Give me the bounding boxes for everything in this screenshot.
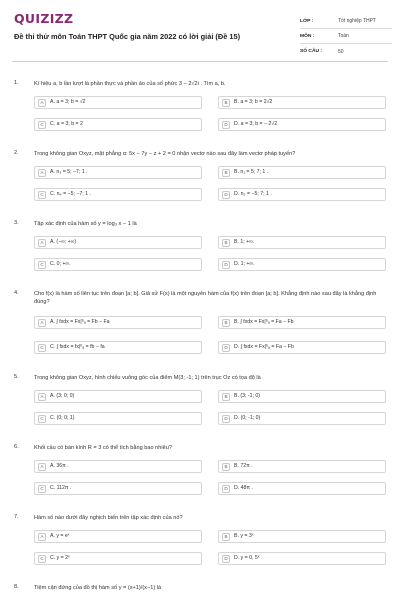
option-c[interactable] — [34, 341, 202, 354]
option-a[interactable] — [34, 530, 202, 543]
option-c[interactable] — [34, 482, 202, 495]
option-a[interactable] — [34, 316, 202, 329]
option-text: B. (3; -1; 0) — [234, 393, 260, 399]
option-text: D. ∫ fxdx = Fx|ᵇₐ = Fa − Fb — [234, 344, 294, 350]
option-c[interactable] — [34, 412, 202, 425]
option-text: D. 1; +∞. — [234, 261, 255, 267]
option-letter: A — [38, 239, 46, 247]
document-title: Đề thi thử môn Toán THPT Quốc gia năm 2022 có lời giải (Đề 15) — [14, 32, 241, 41]
option-text: B. y = 3ˣ — [234, 533, 254, 539]
option-a[interactable] — [34, 460, 202, 473]
option-letter: D — [222, 555, 230, 563]
option-text: D. y = 0, 5ˣ — [234, 555, 260, 561]
option-letter: B — [222, 169, 230, 177]
option-letter: A — [38, 533, 46, 541]
question-text: Hàm số nào dưới đây nghịch biến trên tập xác định của nó? — [34, 515, 183, 521]
option-text: B. 72π . — [234, 463, 253, 469]
meta-row-count — [300, 44, 392, 59]
option-letter: B — [222, 393, 230, 401]
option-letter: B — [222, 533, 230, 541]
option-a[interactable] — [34, 96, 202, 109]
option-text: A. a = 3; b = √2 — [50, 99, 86, 105]
quizizz-logo: QUIZIZZ — [14, 11, 74, 26]
question-number: 3. — [14, 220, 19, 226]
question-text: Tiệm cận đứng của đồ thị hàm số y = (x+1)/(x−1) là — [34, 585, 162, 591]
option-text: A. (−∞; +∞) — [50, 239, 77, 245]
question-number: 7. — [14, 514, 19, 520]
option-letter: D — [222, 485, 230, 493]
question-number: 4. — [14, 290, 19, 296]
question-text: Trong không gian Oxyz, hình chiếu vuông góc của điểm M(3; -1; 1) trên trục Oz có tọa độ là — [34, 375, 261, 381]
option-letter: D — [222, 344, 230, 352]
meta-value: 50 — [338, 48, 344, 55]
option-a[interactable] — [34, 236, 202, 249]
option-text: C. n₄ = −5; −7; 1 . — [50, 191, 91, 197]
option-d[interactable] — [218, 552, 386, 565]
page-header — [0, 0, 400, 62]
option-letter: A — [38, 463, 46, 471]
meta-row-subject — [300, 29, 392, 44]
option-b[interactable] — [218, 390, 386, 403]
option-d[interactable] — [218, 482, 386, 495]
option-text: D. a = 3; b = − 2√2 — [234, 121, 278, 127]
meta-table — [300, 14, 392, 59]
option-b[interactable] — [218, 460, 386, 473]
option-c[interactable] — [34, 552, 202, 565]
meta-value: Tốt nghiệp THPT — [338, 18, 376, 24]
option-b[interactable] — [218, 236, 386, 249]
option-d[interactable] — [218, 118, 386, 131]
option-c[interactable] — [34, 188, 202, 201]
option-text: A. (3; 0; 0) — [50, 393, 75, 399]
option-letter: B — [222, 463, 230, 471]
meta-label: LỚP : — [300, 18, 314, 24]
question-text: Khối cầu có bán kính R = 3 có thể tích bằng bao nhiêu? — [34, 445, 172, 451]
option-b[interactable] — [218, 96, 386, 109]
option-text: B. ∫ fxdx = Fx|ᵇₐ = Fa − Fb — [234, 319, 294, 325]
option-text: A. 36π . — [50, 463, 69, 469]
meta-label: SỐ CÂU : — [300, 49, 323, 54]
question-text: Trong không gian Oxyz, mặt phẳng α: 5x − 7y − z + 2 = 0 nhận vectơ nào sau đây làm vectơ pháp tuyến? — [34, 151, 296, 157]
option-letter: B — [222, 319, 230, 327]
option-c[interactable] — [34, 118, 202, 131]
option-text: A. ∫ fxdx = Fx|ᵇₐ = Fb − Fa — [50, 319, 110, 325]
question-number: 2. — [14, 150, 19, 156]
option-letter: A — [38, 319, 46, 327]
option-letter: C — [38, 121, 46, 129]
question-number: 6. — [14, 444, 19, 450]
option-text: B. 1; +∞. — [234, 239, 255, 245]
option-a[interactable] — [34, 166, 202, 179]
option-text: B. n₁ = 5; 7; 1 . — [234, 169, 269, 175]
option-text: A. y = eˣ — [50, 533, 70, 539]
question-text: Tập xác định của hàm số y = log₃ x − 1 là — [34, 221, 137, 227]
question-text: Kí hiệu a, b lần lượt là phần thực và phần ảo của số phức 3 − 2√2i . Tìm a, b. — [34, 81, 226, 87]
question-text: Cho f(x) là hàm số liên tục trên đoạn [a; b]. Giả sử F(x) là một nguyên hàm của f(x) trên đoạn [a; b]. Khẳng định nào sau đây là khẳng định đúng? — [34, 291, 377, 305]
option-d[interactable] — [218, 188, 386, 201]
option-letter: A — [38, 99, 46, 107]
option-text: B. a = 3; b = 2√2 — [234, 99, 273, 105]
option-text: D. 48π . — [234, 485, 253, 491]
meta-label: MÔN : — [300, 33, 315, 39]
option-letter: D — [222, 191, 230, 199]
option-letter: B — [222, 239, 230, 247]
option-letter: C — [38, 485, 46, 493]
header-divider — [12, 61, 388, 62]
option-d[interactable] — [218, 341, 386, 354]
option-letter: C — [38, 344, 46, 352]
option-letter: D — [222, 261, 230, 269]
option-letter: D — [222, 121, 230, 129]
meta-value: Toán — [338, 33, 349, 39]
meta-row-class — [300, 14, 392, 29]
option-letter: C — [38, 415, 46, 423]
option-letter: C — [38, 555, 46, 563]
option-d[interactable] — [218, 412, 386, 425]
option-text: C. a = 3; b = 2 — [50, 121, 83, 127]
option-letter: A — [38, 393, 46, 401]
option-text: C. 112π . — [50, 485, 72, 491]
option-text: C. 0; +∞. — [50, 261, 71, 267]
question-number: 8. — [14, 584, 19, 590]
option-letter: C — [38, 261, 46, 269]
option-text: C. (0; 0; 1) — [50, 415, 75, 421]
option-d[interactable] — [218, 258, 386, 271]
option-text: D. n₂ = −5; 7; 1 . — [234, 191, 272, 197]
option-c[interactable] — [34, 258, 202, 271]
question-number: 1. — [14, 80, 19, 86]
option-b[interactable] — [218, 166, 386, 179]
option-letter: A — [38, 169, 46, 177]
question-number: 5. — [14, 374, 19, 380]
option-text: A. n₃ = 5; −7; 1 . — [50, 169, 88, 175]
option-text: C. ∫ fxdx = fx|ᵇₐ = fb − fa — [50, 344, 105, 350]
option-text: C. y = 2ˣ — [50, 555, 70, 561]
option-b[interactable] — [218, 316, 386, 329]
option-letter: B — [222, 99, 230, 107]
option-b[interactable] — [218, 530, 386, 543]
option-letter: D — [222, 415, 230, 423]
option-letter: C — [38, 191, 46, 199]
option-text: D. (0; -1; 0) — [234, 415, 261, 421]
option-a[interactable] — [34, 390, 202, 403]
